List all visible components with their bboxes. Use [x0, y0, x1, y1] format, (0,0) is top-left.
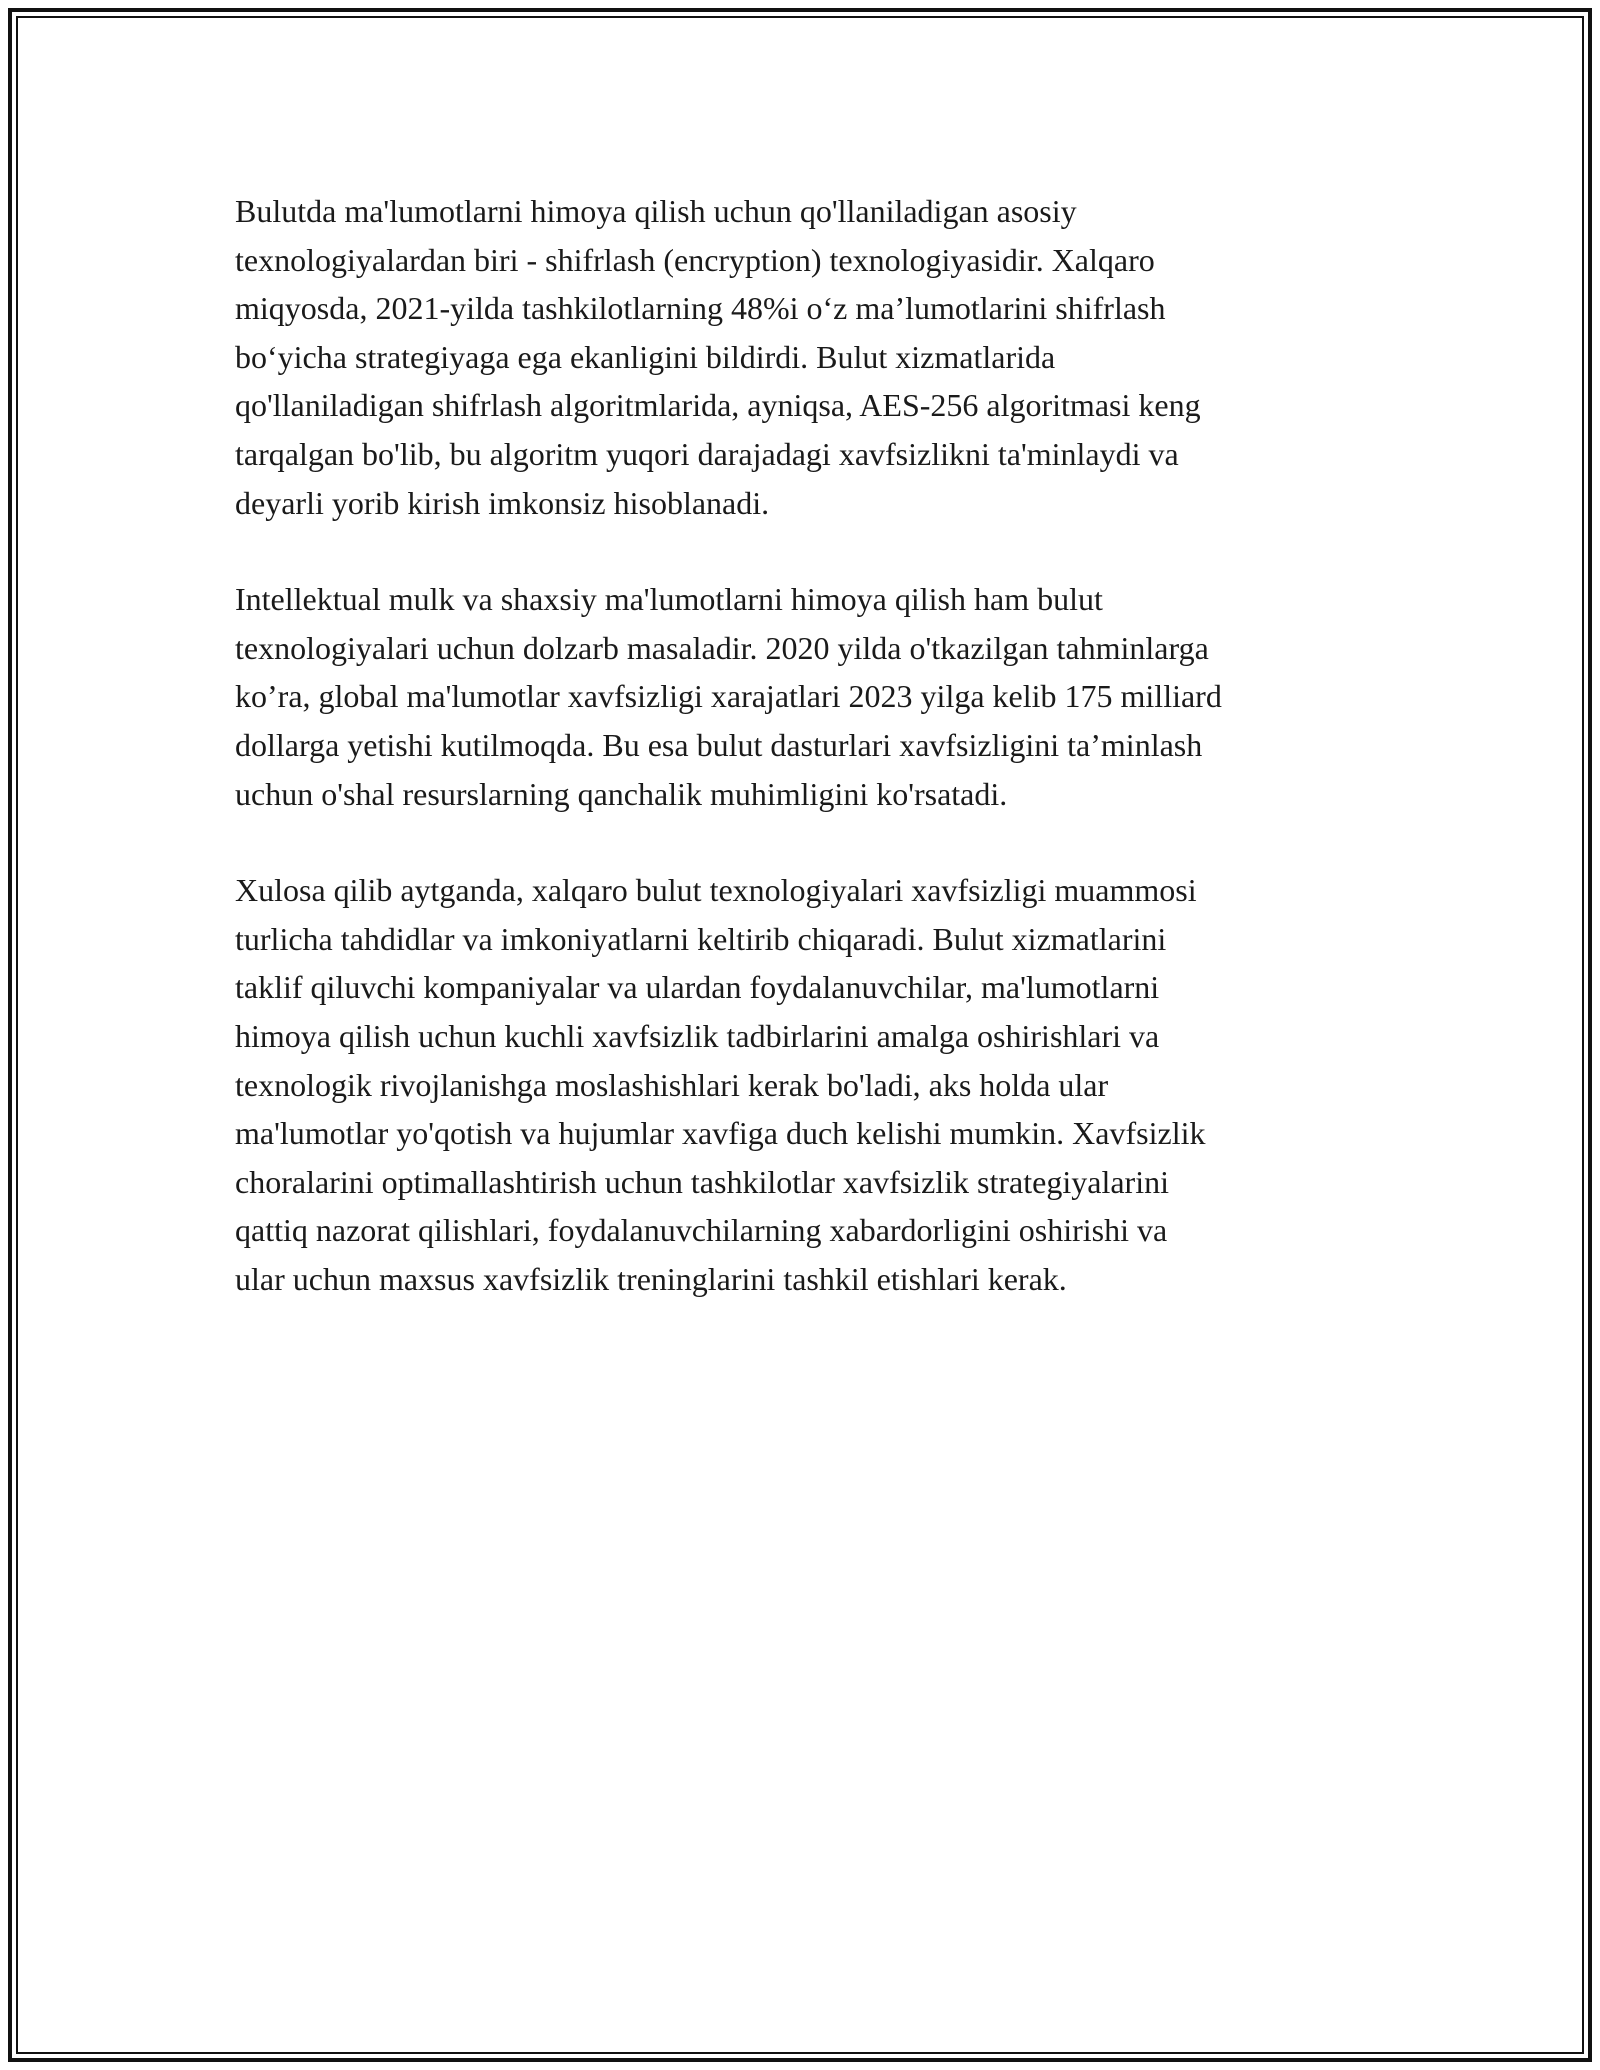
- document-body: [235, 187, 1395, 1351]
- paragraph-encryption: Bulutda ma'lumotlarni himoya qilish uchun qo'llaniladigan asosiy texnologiyalardan biri - shifrlash (encryption) texnologiyasidir. Xalqaro miqyosda, 2021-yilda tashkilotlarning 48%i o‘z ma’lumotlarini shifrlash bo‘yicha strategiyaga ega ekanligini bildirdi. Bulut xizmatlarida qo'llaniladigan shifrlash algoritmlarida, ayniqsa, AES-256 algoritmasi keng tarqalgan bo'lib, bu algoritm yuqori darajadagi xavfsizlikni ta'minlaydi va deyarli yorib kirish imkonsiz hisoblanadi.: [235, 193, 1201, 521]
- paragraph-intellectual-property: Intellektual mulk va shaxsiy ma'lumotlarni himoya qilish ham bulut texnologiyalari uchun dolzarb masaladir. 2020 yilda o'tkazilgan tahminlarga ko’ra, global ma'lumotlar xavfsizligi xarajatlari 2023 yilga kelib 175 milliard dollarga yetishi kutilmoqda. Bu esa bulut dasturlari xavfsizligini ta’minlash uchun o'shal resurslarning qanchalik muhimligini ko'rsatadi.: [235, 581, 1222, 812]
- paragraph-conclusion: Xulosa qilib aytganda, xalqaro bulut texnologiyalari xavfsizligi muammosi turlicha tahdidlar va imkoniyatlarni keltirib chiqaradi. Bulut xizmatlarini taklif qiluvchi kompaniyalar va ulardan foydalanuvchilar, ma'lumotlarni himoya qilish uchun kuchli xavfsizlik tadbirlarini amalga oshirishlari va texnologik rivojlanishga moslashishlari kerak bo'ladi, aks holda ular ma'lumotlar yo'qotish va hujumlar xavfiga duch kelishi mumkin. Xavfsizlik choralarini optimallashtirish uchun tashkilotlar xavfsizlik strategiyalarini qattiq nazorat qilishlari, foydalanuvchilarning xabardorligini oshirishi va ular uchun maxsus xavfsizlik treninglarini tashkil etishlari kerak.: [235, 872, 1206, 1297]
